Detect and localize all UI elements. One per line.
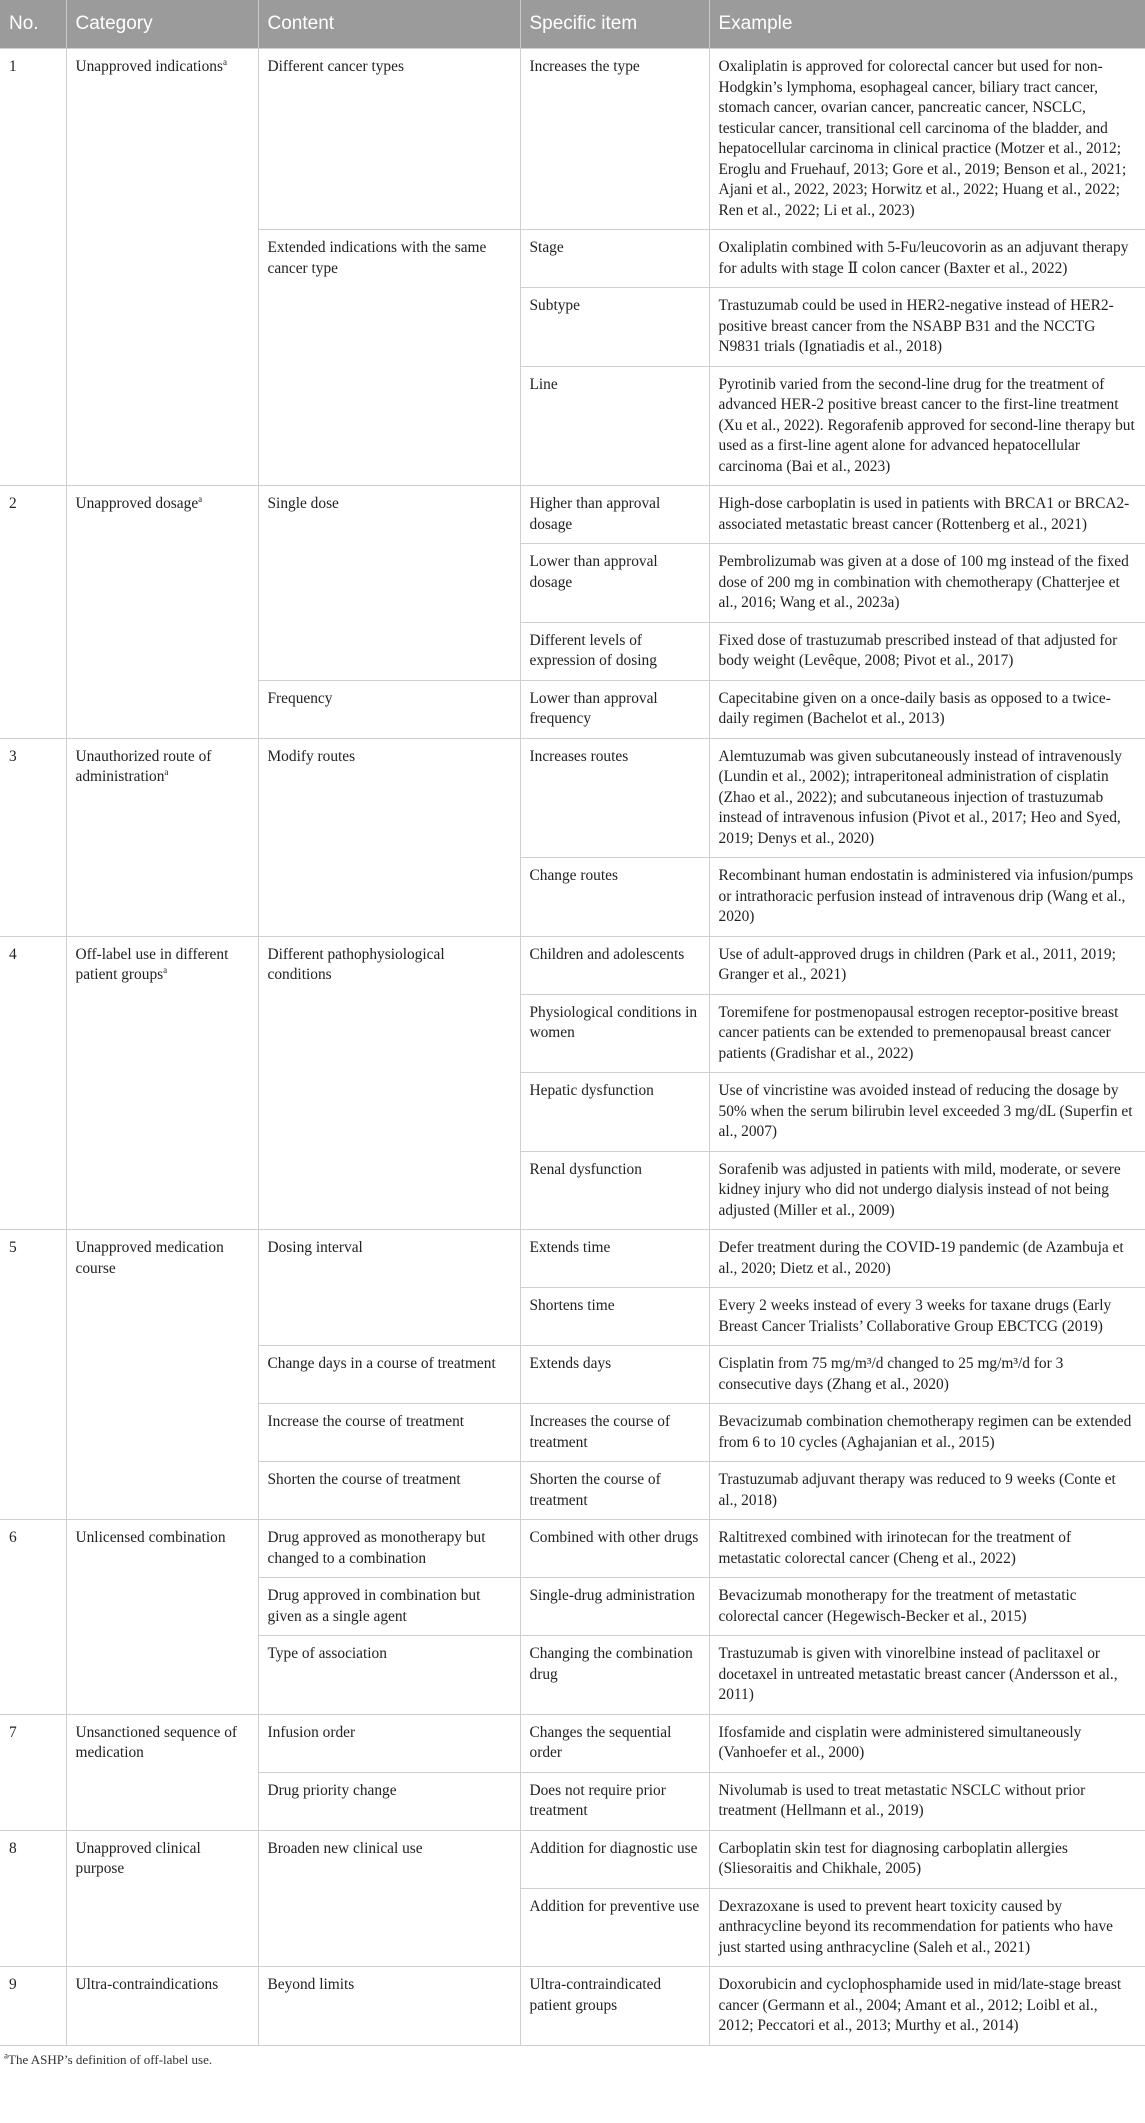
cell-example: Nivolumab is used to treat metastatic NSCLC without prior treatment (Hellmann et al., 2019) [709, 1772, 1145, 1830]
category-text: Unapproved medication course [75, 1239, 224, 1277]
cell-content: Type of association [258, 1636, 520, 1715]
footnote-marker: a [198, 493, 203, 504]
cell-specific-item: Increases routes [520, 738, 709, 858]
cell-specific-item: Does not require prior treatment [520, 1772, 709, 1830]
header-content: Content [258, 0, 520, 49]
cell-category [66, 486, 258, 739]
header-row [0, 0, 1145, 49]
cell-example: Trastuzumab could be used in HER2-negative instead of HER2-positive breast cancer from the NSABP B31 and the NCCTG N9831 trials (Ignatiadis et al., 2018) [709, 288, 1145, 367]
header-example: Example [709, 0, 1145, 49]
cell-specific-item: Shortens time [520, 1288, 709, 1346]
cell-example: Oxaliplatin combined with 5-Fu/leucovorin as an adjuvant therapy for adults with stage Ⅱ colon cancer (Baxter et al., 2022) [709, 230, 1145, 288]
table-row [0, 49, 1145, 230]
table-row [0, 936, 1145, 994]
category-text: Unapproved clinical purpose [75, 1839, 201, 1877]
cell-no: 1 [0, 49, 66, 486]
cell-example: Doxorubicin and cyclophosphamide used in mid/late-stage breast cancer (Germann et al., 2004; Amant et al., 2012; Loibl et al., 2012; Peccatori et al., 2013; Murthy et al., 2014) [709, 1967, 1145, 2046]
cell-no: 7 [0, 1714, 66, 1830]
cell-example: Sorafenib was adjusted in patients with mild, moderate, or severe kidney injury who did not undergo dialysis instead of not being adjusted (Miller et al., 2009) [709, 1151, 1145, 1230]
header-no: No. [0, 0, 66, 49]
cell-specific-item: Increases the type [520, 49, 709, 230]
cell-content: Shorten the course of treatment [258, 1462, 520, 1520]
cell-example: Raltitrexed combined with irinotecan for the treatment of metastatic colorectal cancer (Cheng et al., 2022) [709, 1520, 1145, 1578]
cell-example: Fixed dose of trastuzumab prescribed instead of that adjusted for body weight (Levêque, 2008; Pivot et al., 2017) [709, 622, 1145, 680]
cell-category [66, 1230, 258, 1520]
cell-content: Drug approved as monotherapy but changed to a combination [258, 1520, 520, 1578]
cell-content: Increase the course of treatment [258, 1404, 520, 1462]
table-header [0, 0, 1145, 49]
category-text: Unapproved indications [75, 58, 223, 75]
table-row [0, 1830, 1145, 1888]
table-row [0, 1967, 1145, 2046]
cell-example: Ifosfamide and cisplatin were administered simultaneously (Vanhoefer et al., 2000) [709, 1714, 1145, 1772]
cell-specific-item: Extends time [520, 1230, 709, 1288]
cell-specific-item: Different levels of expression of dosing [520, 622, 709, 680]
cell-category [66, 1830, 258, 1967]
footnote-marker: a [163, 964, 168, 975]
cell-specific-item: Renal dysfunction [520, 1151, 709, 1230]
cell-example: Capecitabine given on a once-daily basis as opposed to a twice-daily regimen (Bachelot et al., 2013) [709, 680, 1145, 738]
table-row [0, 738, 1145, 858]
footnote [0, 2046, 1145, 2068]
category-text: Unauthorized route of administration [75, 747, 212, 785]
cell-specific-item: Change routes [520, 858, 709, 937]
cell-no: 5 [0, 1230, 66, 1520]
cell-specific-item: Children and adolescents [520, 936, 709, 994]
cell-category [66, 738, 258, 936]
footnote-marker: a [222, 56, 227, 67]
table-row [0, 486, 1145, 544]
cell-specific-item: Addition for preventive use [520, 1888, 709, 1967]
cell-example: Trastuzumab is given with vinorelbine instead of paclitaxel or docetaxel in untreated metastatic breast cancer (Andersson et al., 2011) [709, 1636, 1145, 1715]
cell-specific-item: Addition for diagnostic use [520, 1830, 709, 1888]
cell-specific-item: Ultra-contraindicated patient groups [520, 1967, 709, 2046]
cell-content: Dosing interval [258, 1230, 520, 1346]
footnote-mark: a [4, 2050, 8, 2061]
cell-content: Drug approved in combination but given as a single agent [258, 1578, 520, 1636]
header-category: Category [66, 0, 258, 49]
cell-content: Different cancer types [258, 49, 520, 230]
cell-example: Bevacizumab monotherapy for the treatment of metastatic colorectal cancer (Hegewisch-Becker et al., 2015) [709, 1578, 1145, 1636]
cell-content: Broaden new clinical use [258, 1830, 520, 1967]
cell-example: Recombinant human endostatin is administered via infusion/pumps or intrathoracic perfusion instead of intravenous drip (Wang et al., 2020) [709, 858, 1145, 937]
cell-example: Every 2 weeks instead of every 3 weeks for taxane drugs (Early Breast Cancer Trialists’ Collaborative Group EBCTCG (2019) [709, 1288, 1145, 1346]
category-text: Unapproved dosage [75, 495, 199, 512]
cell-category [66, 1967, 258, 2046]
cell-specific-item: Lower than approval dosage [520, 544, 709, 623]
cell-content: Change days in a course of treatment [258, 1346, 520, 1404]
category-text: Unsanctioned sequence of medication [75, 1723, 238, 1761]
cell-content: Single dose [258, 486, 520, 681]
cell-specific-item: Stage [520, 230, 709, 288]
cell-category [66, 1520, 258, 1715]
cell-content: Drug priority change [258, 1772, 520, 1830]
footnote-marker: a [164, 766, 169, 777]
cell-example: Use of vincristine was avoided instead of reducing the dosage by 50% when the serum bilirubin level exceeded 3 mg/dL (Superfin et al., 2007) [709, 1073, 1145, 1152]
cell-specific-item: Extends days [520, 1346, 709, 1404]
cell-example: Pyrotinib varied from the second-line drug for the treatment of advanced HER-2 positive breast cancer to the first-line treatment (Xu et al., 2022). Regorafenib approved for second-line therapy but used as a first-line agent alone for advanced hepatocellular carcinoma (Bai et al., 2023) [709, 366, 1145, 486]
cell-specific-item: Hepatic dysfunction [520, 1073, 709, 1152]
cell-example: Pembrolizumab was given at a dose of 100 mg instead of the fixed dose of 200 mg in combination with chemotherapy (Chatterjee et al., 2016; Wang et al., 2023a) [709, 544, 1145, 623]
cell-specific-item: Shorten the course of treatment [520, 1462, 709, 1520]
cell-specific-item: Increases the course of treatment [520, 1404, 709, 1462]
cell-no: 8 [0, 1830, 66, 1967]
cell-example: Oxaliplatin is approved for colorectal cancer but used for non-Hodgkin’s lymphoma, esophageal cancer, biliary tract cancer, stomach cancer, ovarian cancer, pancreatic cancer, NSCLC, testicular cancer, transitional cell carcinoma of the bladder, and hepatocellular carcinoma in clinical practice (Motzer et al., 2012; Eroglu and Fruehauf, 2013; Gore et al., 2019; Benson et al., 2021; Ajani et al., 2022, 2023; Horwitz et al., 2022; Huang et al., 2022; Ren et al., 2022; Li et al., 2023) [709, 49, 1145, 230]
cell-category [66, 936, 258, 1230]
cell-no: 6 [0, 1520, 66, 1715]
cell-no: 9 [0, 1967, 66, 2046]
category-text: Unlicensed combination [75, 1529, 226, 1546]
cell-no: 2 [0, 486, 66, 739]
category-text: Off-label use in different patient groups [75, 945, 229, 983]
cell-specific-item: Subtype [520, 288, 709, 367]
cell-example: Cisplatin from 75 mg/m³/d changed to 25 mg/m³/d for 3 consecutive days (Zhang et al., 2020) [709, 1346, 1145, 1404]
header-specific-item: Specific item [520, 0, 709, 49]
cell-specific-item: Changing the combination drug [520, 1636, 709, 1715]
cell-example: Use of adult-approved drugs in children (Park et al., 2011, 2019; Granger et al., 2021) [709, 936, 1145, 994]
cell-specific-item: Higher than approval dosage [520, 486, 709, 544]
category-text: Ultra-contraindications [75, 1976, 219, 1993]
cell-specific-item: Physiological conditions in women [520, 994, 709, 1073]
table-row [0, 1520, 1145, 1578]
cell-content: Infusion order [258, 1714, 520, 1772]
cell-content: Different pathophysiological conditions [258, 936, 520, 1230]
cell-specific-item: Single-drug administration [520, 1578, 709, 1636]
cell-example: Toremifene for postmenopausal estrogen receptor-positive breast cancer patients can be extended to premenopausal breast cancer patients (Gradishar et al., 2022) [709, 994, 1145, 1073]
cell-example: High-dose carboplatin is used in patients with BRCA1 or BRCA2-associated metastatic breast cancer (Rottenberg et al., 2021) [709, 486, 1145, 544]
table-row [0, 1714, 1145, 1772]
cell-content: Frequency [258, 680, 520, 738]
cell-no: 4 [0, 936, 66, 1230]
footnote-text: The ASHP’s definition of off-label use. [8, 2051, 213, 2067]
cell-no: 3 [0, 738, 66, 936]
cell-example: Defer treatment during the COVID-19 pandemic (de Azambuja et al., 2020; Dietz et al., 2020) [709, 1230, 1145, 1288]
cell-specific-item: Line [520, 366, 709, 486]
cell-example: Alemtuzumab was given subcutaneously instead of intravenously (Lundin et al., 2002); intraperitoneal administration of cisplatin (Zhao et al., 2022); and subcutaneous injection of trastuzumab instead of intravenous infusion (Pivot et al., 2017; Heo and Syed, 2019; Denys et al., 2020) [709, 738, 1145, 858]
cell-category [66, 1714, 258, 1830]
cell-category [66, 49, 258, 486]
cell-example: Trastuzumab adjuvant therapy was reduced to 9 weeks (Conte et al., 2018) [709, 1462, 1145, 1520]
cell-specific-item: Changes the sequential order [520, 1714, 709, 1772]
table-body [0, 49, 1145, 2046]
cell-example: Dexrazoxane is used to prevent heart toxicity caused by anthracycline beyond its recommendation for patients who have just started using anthracycline (Saleh et al., 2021) [709, 1888, 1145, 1967]
table-row [0, 1230, 1145, 1288]
cell-example: Bevacizumab combination chemotherapy regimen can be extended from 6 to 10 cycles (Aghajanian et al., 2015) [709, 1404, 1145, 1462]
cell-specific-item: Combined with other drugs [520, 1520, 709, 1578]
cell-content: Extended indications with the same cancer type [258, 230, 520, 486]
cell-example: Carboplatin skin test for diagnosing carboplatin allergies (Sliesoraitis and Chikhale, 2005) [709, 1830, 1145, 1888]
cell-content: Beyond limits [258, 1967, 520, 2046]
cell-specific-item: Lower than approval frequency [520, 680, 709, 738]
cell-content: Modify routes [258, 738, 520, 936]
